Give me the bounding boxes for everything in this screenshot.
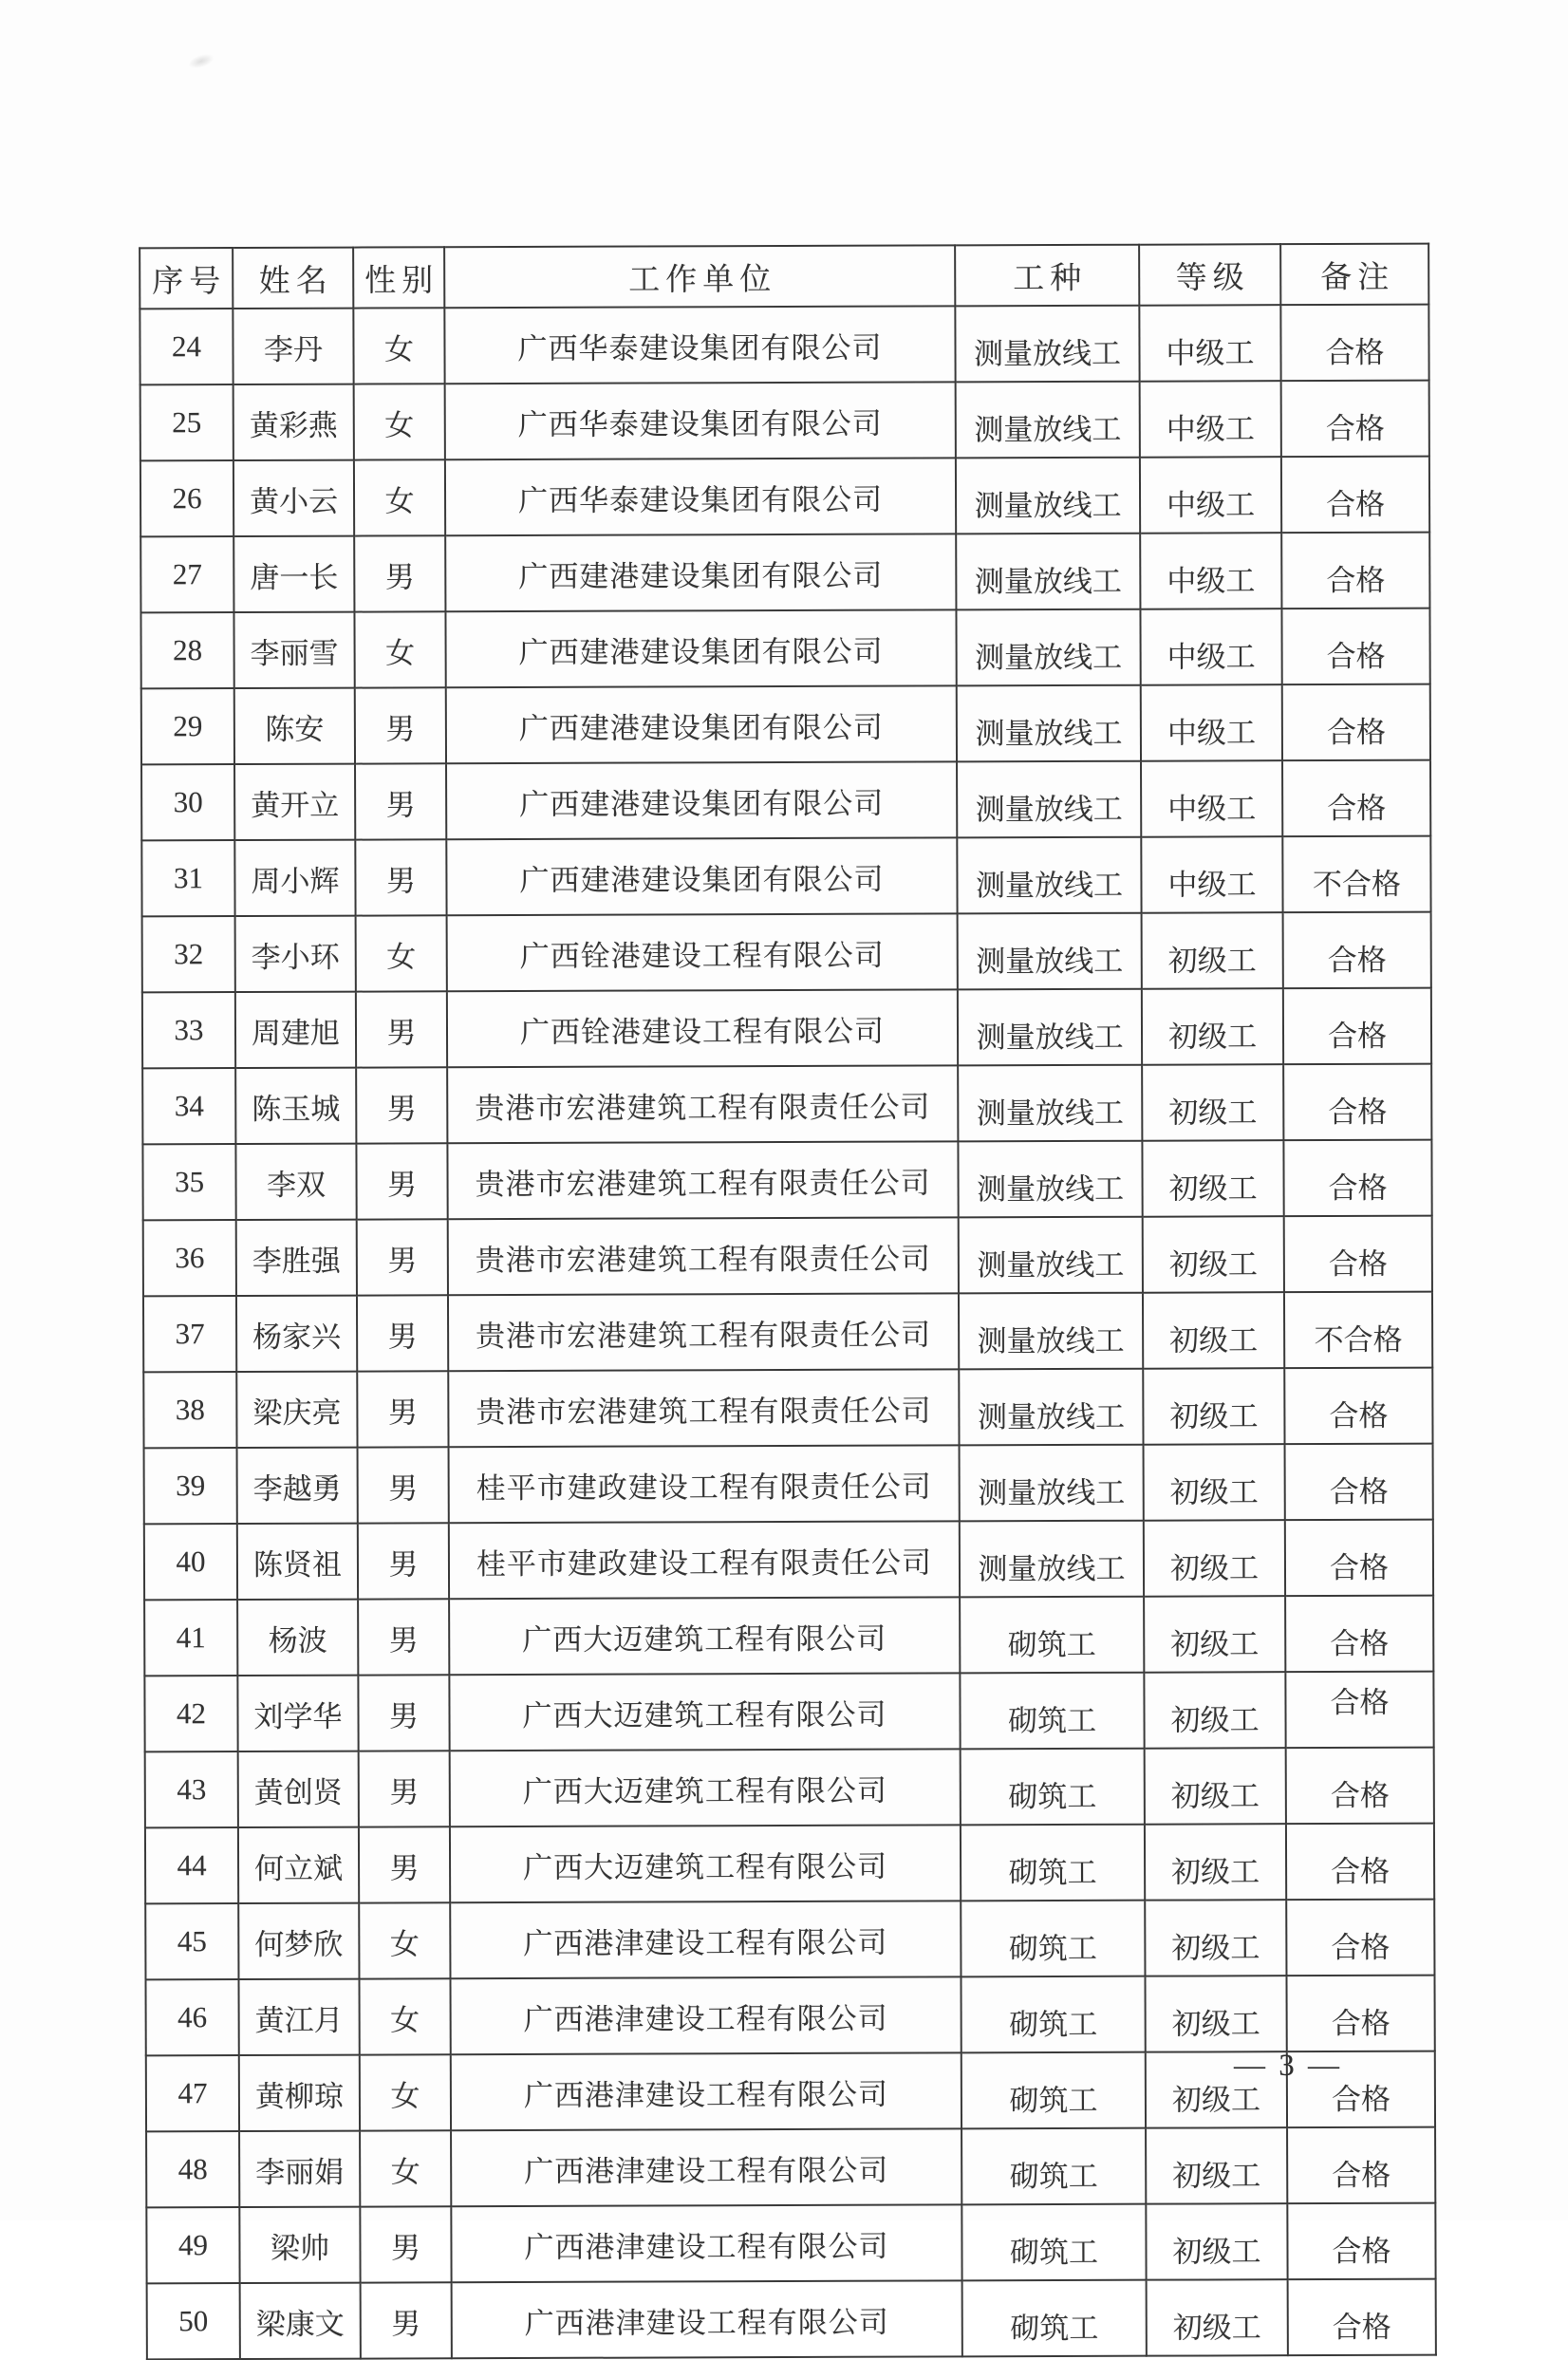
- row-remark: 合格: [1286, 1976, 1434, 2052]
- row-company: 贵港市宏港建筑工程有限责任公司: [448, 1217, 959, 1295]
- row-company: 广西港津建设工程有限公司: [450, 1976, 961, 2054]
- row-gender: 男: [357, 1371, 448, 1447]
- row-seq: 40: [144, 1524, 237, 1600]
- row-remark: 不合格: [1282, 836, 1430, 913]
- row-company: 广西华泰建设集团有限公司: [444, 306, 955, 384]
- column-header-remark: 备注: [1280, 244, 1428, 306]
- row-level: 初级工: [1143, 1216, 1284, 1293]
- row-name: 周小辉: [234, 840, 355, 916]
- row-level: 初级工: [1145, 1900, 1286, 1976]
- row-remark: 合格: [1280, 305, 1428, 382]
- row-gender: 男: [358, 1599, 449, 1675]
- row-remark: 合格: [1281, 457, 1429, 534]
- row-gender: 男: [358, 1675, 449, 1751]
- row-job: 砌筑工: [962, 2280, 1147, 2357]
- row-remark: 合格: [1285, 1596, 1433, 1673]
- row-level: 初级工: [1142, 912, 1283, 989]
- row-seq: 50: [147, 2283, 240, 2359]
- row-remark: 合格: [1287, 2051, 1435, 2128]
- row-level: 初级工: [1145, 1824, 1286, 1901]
- row-company: 广西港津建设工程有限公司: [450, 1901, 961, 1978]
- table-row: [144, 1520, 1433, 1601]
- row-company: 广西建港建设集团有限公司: [445, 609, 956, 687]
- row-name: 梁帅: [239, 2207, 360, 2283]
- column-header-gender: 性别: [353, 247, 444, 308]
- row-seq: 34: [142, 1068, 235, 1144]
- row-remark: 合格: [1281, 609, 1429, 685]
- row-level: 中级工: [1140, 609, 1281, 685]
- row-remark: 合格: [1288, 2279, 1436, 2356]
- row-company: 桂平市建政建设工程有限责任公司: [449, 1521, 960, 1599]
- page-number: — 3 —: [1234, 2049, 1342, 2083]
- row-company: 广西建港建设集团有限公司: [446, 685, 957, 763]
- table-row: [145, 1824, 1434, 1904]
- row-gender: 女: [353, 308, 444, 384]
- row-level: 中级工: [1141, 760, 1282, 837]
- row-seq: 46: [145, 1979, 238, 2055]
- row-gender: 男: [359, 1751, 450, 1826]
- row-job: 测量放线工: [956, 382, 1140, 459]
- row-job: 测量放线工: [959, 1217, 1143, 1294]
- row-gender: 男: [358, 1447, 449, 1523]
- row-level: 中级工: [1140, 381, 1281, 458]
- table-row: [145, 1748, 1434, 1828]
- table-row: [143, 1216, 1432, 1297]
- table-row: [141, 760, 1430, 841]
- row-seq: 39: [144, 1448, 237, 1524]
- table-row: [145, 1900, 1434, 1980]
- table-row: [141, 684, 1430, 765]
- row-name: 李丹: [233, 309, 353, 384]
- row-job: 砌筑工: [960, 1673, 1144, 1750]
- row-name: 刘学华: [237, 1676, 358, 1751]
- table-row: [144, 1672, 1433, 1752]
- row-level: 初级工: [1143, 1292, 1284, 1369]
- table-row: [144, 1444, 1433, 1525]
- row-company: 广西华泰建设集团有限公司: [445, 382, 956, 459]
- header-row: [140, 244, 1428, 309]
- row-company: 广西港津建设工程有限公司: [451, 2204, 961, 2282]
- row-level: 初级工: [1143, 1368, 1284, 1445]
- row-job: 砌筑工: [961, 1976, 1145, 2053]
- row-gender: 女: [354, 459, 445, 535]
- row-name: 李丽雪: [233, 612, 354, 688]
- row-remark: 合格: [1286, 1900, 1434, 1976]
- row-level: 初级工: [1144, 1520, 1285, 1597]
- table-row: [146, 2127, 1435, 2208]
- row-job: 测量放线工: [958, 1065, 1142, 1142]
- row-gender: 男: [357, 1295, 448, 1371]
- row-job: 测量放线工: [959, 1369, 1143, 1446]
- row-seq: 38: [143, 1372, 236, 1448]
- row-job: 测量放线工: [956, 534, 1140, 610]
- column-header-seq: 序号: [140, 248, 233, 309]
- row-company: 广西港津建设工程有限公司: [451, 2052, 961, 2130]
- row-name: 周建旭: [235, 992, 356, 1068]
- table-row: [142, 1064, 1431, 1145]
- row-level: 中级工: [1140, 533, 1281, 609]
- row-remark: 合格: [1283, 988, 1431, 1065]
- row-gender: 女: [360, 2054, 451, 2130]
- row-gender: 女: [360, 2130, 451, 2206]
- row-seq: 48: [146, 2131, 239, 2207]
- row-remark: 合格: [1287, 2203, 1435, 2280]
- row-name: 唐一长: [233, 536, 354, 612]
- row-gender: 男: [361, 2282, 452, 2358]
- row-name: 梁庆亮: [236, 1372, 357, 1448]
- row-seq: 42: [144, 1676, 237, 1751]
- column-header-name: 姓名: [233, 248, 353, 309]
- row-level: 初级工: [1146, 2203, 1287, 2280]
- row-level: 中级工: [1139, 305, 1280, 382]
- row-gender: 女: [354, 611, 445, 687]
- row-gender: 男: [356, 1143, 447, 1219]
- row-gender: 男: [358, 1523, 449, 1599]
- row-name: 李胜强: [236, 1220, 357, 1296]
- table-row: [147, 2279, 1436, 2360]
- row-gender: 男: [359, 1826, 450, 1902]
- row-seq: 31: [141, 840, 234, 916]
- row-level: 中级工: [1140, 457, 1281, 534]
- row-name: 黄柳琼: [239, 2055, 360, 2131]
- row-job: 测量放线工: [959, 1293, 1143, 1370]
- row-seq: 44: [145, 1827, 238, 1903]
- row-company: 广西港津建设工程有限公司: [452, 2280, 962, 2358]
- table-row: [140, 305, 1428, 385]
- row-job: 测量放线工: [958, 989, 1142, 1066]
- table-row: [140, 457, 1429, 537]
- row-company: 广西华泰建设集团有限公司: [445, 458, 956, 535]
- row-remark: 合格: [1283, 1140, 1431, 1217]
- row-gender: 男: [360, 2206, 451, 2282]
- row-remark: 合格: [1285, 1444, 1433, 1521]
- row-remark: 合格: [1284, 1216, 1432, 1293]
- row-name: 陈贤祖: [237, 1524, 358, 1600]
- column-header-job: 工种: [955, 245, 1139, 307]
- row-gender: 女: [359, 1978, 450, 2054]
- row-job: 测量放线工: [955, 306, 1139, 383]
- row-gender: 男: [357, 1219, 448, 1295]
- row-remark: 合格: [1283, 1064, 1431, 1141]
- row-gender: 男: [355, 763, 446, 839]
- row-level: 初级工: [1147, 2279, 1288, 2356]
- row-company: 广西港津建设工程有限公司: [451, 2128, 961, 2206]
- table-row: [140, 609, 1429, 689]
- row-gender: 女: [356, 915, 447, 991]
- row-name: 梁康文: [240, 2283, 361, 2359]
- row-job: 砌筑工: [961, 2052, 1146, 2129]
- row-name: 李越勇: [237, 1448, 358, 1524]
- row-name: 何梦欣: [238, 1903, 359, 1979]
- row-seq: 36: [143, 1220, 236, 1296]
- column-header-company: 工作单位: [444, 245, 955, 308]
- row-remark: 合格: [1282, 684, 1430, 761]
- row-job: 测量放线工: [956, 458, 1140, 534]
- row-company: 桂平市建政建设工程有限责任公司: [449, 1445, 960, 1523]
- row-name: 杨波: [237, 1600, 358, 1676]
- row-seq: 45: [145, 1903, 238, 1979]
- row-level: 初级工: [1146, 2127, 1287, 2204]
- row-gender: 男: [354, 535, 445, 611]
- table-row: [144, 1596, 1433, 1676]
- row-level: 初级工: [1142, 988, 1283, 1065]
- row-level: 中级工: [1141, 684, 1282, 761]
- row-name: 杨家兴: [236, 1296, 357, 1372]
- row-remark: 合格: [1286, 1824, 1434, 1901]
- row-job: 测量放线工: [958, 913, 1142, 990]
- row-job: 砌筑工: [961, 1901, 1145, 1977]
- row-remark: 合格: [1282, 760, 1430, 837]
- row-gender: 男: [355, 687, 446, 763]
- row-level: 初级工: [1142, 1064, 1283, 1141]
- row-job: 测量放线工: [957, 761, 1141, 838]
- row-name: 黄彩燕: [233, 384, 354, 460]
- row-name: 李双: [235, 1144, 356, 1220]
- row-name: 李丽娟: [239, 2131, 360, 2207]
- row-company: 贵港市宏港建筑工程有限责任公司: [448, 1293, 959, 1371]
- row-level: 初级工: [1144, 1672, 1285, 1749]
- row-remark: 合格: [1283, 912, 1431, 989]
- row-seq: 43: [145, 1751, 238, 1827]
- row-company: 广西铨港建设工程有限公司: [447, 989, 958, 1067]
- row-company: 广西大迈建筑工程有限公司: [450, 1825, 961, 1902]
- row-job: 测量放线工: [960, 1521, 1144, 1598]
- column-header-level: 等级: [1139, 244, 1280, 306]
- row-level: 初级工: [1145, 1976, 1286, 2052]
- row-company: 广西大迈建筑工程有限公司: [450, 1749, 961, 1826]
- row-seq: 49: [146, 2207, 239, 2283]
- row-seq: 29: [141, 688, 234, 764]
- table-row: [142, 988, 1431, 1069]
- row-remark: 合格: [1286, 1748, 1434, 1825]
- row-company: 贵港市宏港建筑工程有限责任公司: [447, 1065, 958, 1143]
- row-job: 砌筑工: [961, 1825, 1145, 1901]
- row-job: 砌筑工: [961, 1749, 1145, 1826]
- row-remark: 合格: [1285, 1520, 1433, 1597]
- row-level: 初级工: [1142, 1140, 1283, 1217]
- row-company: 广西建港建设集团有限公司: [445, 534, 956, 611]
- scan-smudge: [187, 51, 216, 71]
- row-company: 广西建港建设集团有限公司: [446, 837, 957, 915]
- row-level: 初级工: [1146, 2051, 1287, 2128]
- row-company: 贵港市宏港建筑工程有限责任公司: [448, 1369, 959, 1447]
- table-header: [140, 244, 1428, 309]
- row-company: 广西建港建设集团有限公司: [446, 761, 957, 839]
- table-row: [143, 1368, 1432, 1449]
- row-level: 初级工: [1144, 1444, 1285, 1521]
- row-job: 测量放线工: [957, 685, 1141, 762]
- row-remark: 合格: [1287, 2127, 1435, 2204]
- row-company: 广西铨港建设工程有限公司: [447, 913, 958, 991]
- row-company: 广西大迈建筑工程有限公司: [449, 1597, 960, 1675]
- row-job: 测量放线工: [960, 1445, 1144, 1522]
- row-gender: 女: [354, 384, 445, 459]
- row-seq: 28: [140, 612, 233, 688]
- row-seq: 30: [141, 764, 234, 840]
- row-seq: 41: [144, 1600, 237, 1676]
- row-name: 黄创贤: [238, 1751, 359, 1827]
- table-row: [143, 1292, 1432, 1373]
- row-remark: 合格: [1284, 1368, 1432, 1445]
- row-gender: 男: [355, 839, 446, 915]
- certification-results-table: [139, 243, 1437, 2360]
- row-seq: 33: [142, 992, 235, 1068]
- row-name: 黄江月: [238, 1979, 359, 2055]
- table-row: [141, 836, 1430, 917]
- row-level: 中级工: [1141, 836, 1282, 913]
- row-seq: 24: [140, 309, 233, 384]
- row-name: 黄小云: [233, 460, 354, 536]
- row-seq: 26: [140, 460, 233, 536]
- table-row: [142, 1140, 1431, 1221]
- row-seq: 37: [143, 1296, 236, 1372]
- row-remark: 合格: [1285, 1672, 1433, 1749]
- row-gender: 女: [359, 1902, 450, 1978]
- row-gender: 男: [356, 1067, 447, 1143]
- row-job: 砌筑工: [961, 2128, 1146, 2205]
- row-remark: 不合格: [1284, 1292, 1432, 1369]
- row-job: 砌筑工: [961, 2204, 1146, 2281]
- row-gender: 男: [356, 991, 447, 1067]
- table-row: [140, 381, 1429, 461]
- row-job: 砌筑工: [960, 1597, 1144, 1674]
- row-seq: 25: [140, 384, 233, 460]
- table-row: [140, 533, 1429, 613]
- row-seq: 47: [146, 2055, 239, 2131]
- row-name: 李小环: [235, 916, 356, 992]
- row-remark: 合格: [1281, 381, 1429, 458]
- row-name: 黄开立: [234, 764, 355, 840]
- table-row: [145, 1976, 1434, 2056]
- row-job: 测量放线工: [958, 1141, 1142, 1218]
- row-seq: 32: [142, 916, 235, 992]
- row-seq: 35: [142, 1144, 235, 1220]
- row-company: 贵港市宏港建筑工程有限责任公司: [447, 1141, 958, 1219]
- table-row: [146, 2203, 1435, 2284]
- row-name: 陈玉城: [235, 1068, 356, 1144]
- row-name: 陈安: [234, 688, 355, 764]
- row-level: 初级工: [1145, 1748, 1286, 1825]
- row-seq: 27: [140, 536, 233, 612]
- row-job: 测量放线工: [956, 609, 1140, 686]
- row-level: 初级工: [1144, 1596, 1285, 1673]
- row-remark: 合格: [1281, 533, 1429, 609]
- row-job: 测量放线工: [957, 837, 1141, 914]
- table-row: [142, 912, 1431, 993]
- row-name: 何立斌: [238, 1827, 359, 1903]
- row-company: 广西大迈建筑工程有限公司: [449, 1673, 960, 1751]
